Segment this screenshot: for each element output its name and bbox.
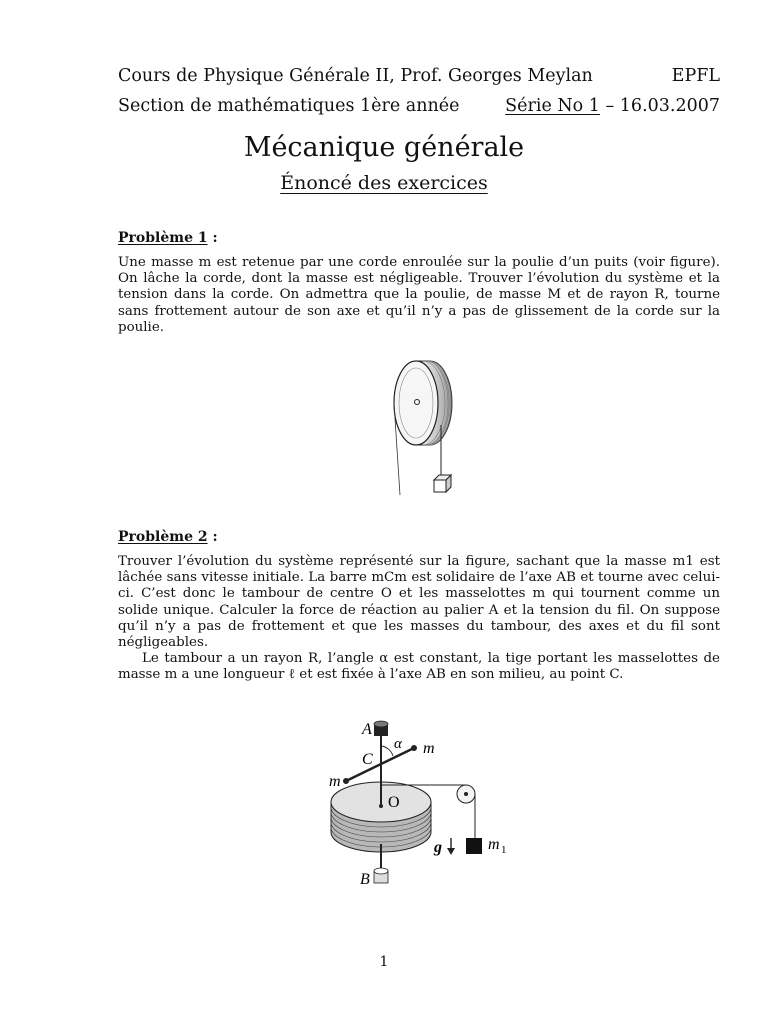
hanging-mass: [434, 475, 451, 492]
pulley-face: [394, 361, 438, 445]
series-label: Série No 1: [505, 96, 600, 116]
problem-2-label: Problème 2: [118, 529, 208, 545]
pulley-figure: [380, 355, 460, 500]
label-alpha: α: [394, 736, 402, 752]
problem-2-text: [118, 554, 720, 684]
label-b: B: [360, 871, 370, 888]
mass-left: [343, 778, 349, 784]
problem-2-colon: :: [207, 529, 218, 545]
drum-figure: [318, 706, 523, 896]
header-row-1: [118, 66, 720, 86]
problem-1-heading: [118, 230, 218, 246]
page-number: 1: [379, 954, 389, 970]
series-info: [505, 96, 720, 116]
mass-right: [411, 745, 417, 751]
problem-1-label: Problème 1: [118, 230, 208, 246]
mass-m1: [466, 838, 482, 854]
gravity-arrowhead: [447, 848, 455, 855]
problem-1-paragraph: Une masse m est retenue par une corde enroulée sur la poulie d’un puits (voir figure). On lâche la corde, dont la masse est négligeable. Trouver l’évolution du système et la tension dans la corde. On admettra que la poulie, de masse M et de rayon R, tourne sans frottement autour de son axe et qu’il n’y a pas de glissement de la corde sur la poulie.: [118, 255, 720, 335]
bearing-b: [374, 868, 388, 883]
label-o: O: [388, 794, 400, 811]
page-subtitle: [0, 172, 768, 194]
side-pulley-axle: [464, 792, 468, 796]
label-c: C: [362, 751, 373, 768]
label-m1: m: [488, 836, 500, 853]
problem-1-colon: :: [207, 230, 218, 246]
problem-2-heading: [118, 529, 218, 545]
center-o: [379, 804, 383, 808]
problem-1-text: [118, 255, 720, 336]
problem-2-paragraph-1: Trouver l’évolution du système représenté sur la figure, sachant que la masse m1 est lâchée sans vitesse initiale. La barre mCm est solidaire de l’axe AB et tourne avec celui-ci. C’est donc le tambour de centre O et les masselottes m qui tournent comme un solide unique. Calculer la force de réaction au palier A et la tension du fil. On suppose qu’il n’y a pas de frottement et que les masses du tambour, des axes et du fil sont négligeables.: [118, 554, 720, 651]
school-name: EPFL: [671, 66, 720, 86]
label-m-left: m: [329, 773, 341, 790]
series-date: – 16.03.2007: [599, 96, 720, 116]
page-title: Mécanique générale: [243, 132, 525, 163]
label-g: g: [434, 839, 442, 856]
label-m-top: m: [423, 740, 435, 757]
bearing-a: [374, 721, 388, 736]
subtitle-text: Énoncé des exercices: [280, 172, 488, 194]
header-row-2: [118, 96, 720, 116]
label-m1-sub: 1: [501, 844, 507, 856]
angle-arc: [381, 746, 393, 756]
label-a: A: [362, 721, 372, 738]
section-name: Section de mathématiques 1ère année: [118, 96, 460, 116]
problem-2-paragraph-2: Le tambour a un rayon R, l’angle α est constant, la tige portant les masselottes de masse m a une longueur ℓ et est fixée à l’axe AB en son milieu, au point C.: [118, 651, 720, 683]
course-title: Cours de Physique Générale II, Prof. Georges Meylan: [118, 66, 593, 86]
